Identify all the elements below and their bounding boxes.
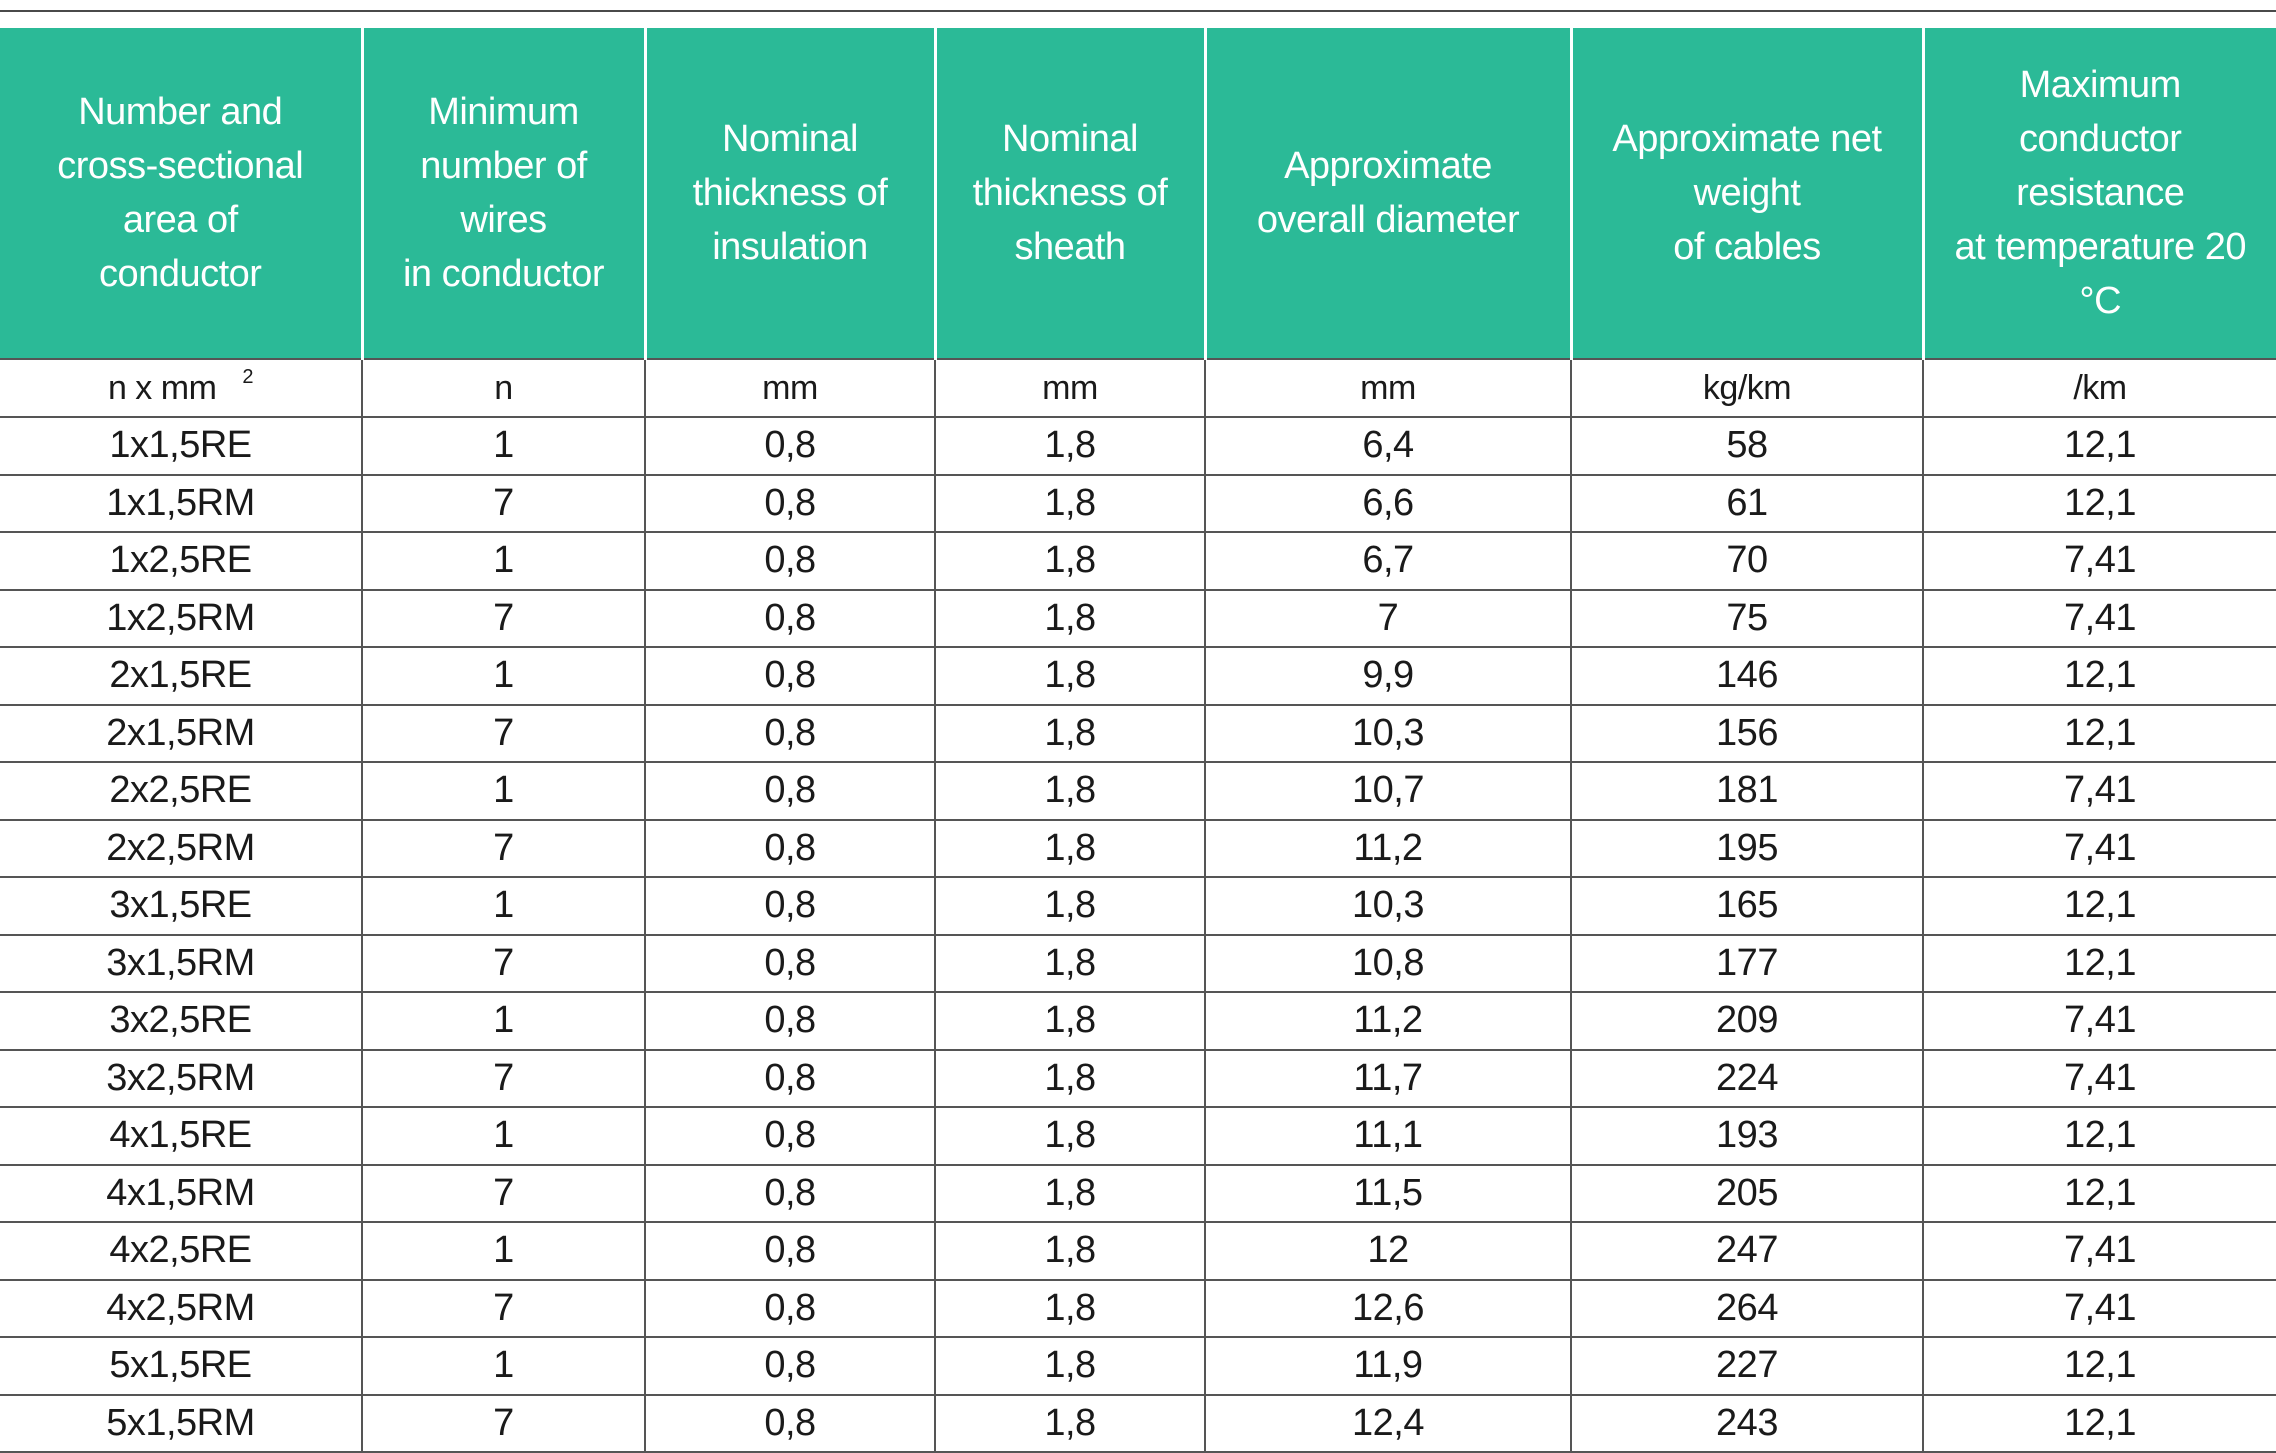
cell-diameter: 12	[1205, 1222, 1571, 1280]
cell-resistance: 7,41	[1923, 992, 2276, 1050]
cell-diameter: 11,2	[1205, 992, 1571, 1050]
cell-insulation: 0,8	[645, 1165, 935, 1223]
cell-resistance: 12,1	[1923, 475, 2276, 533]
cell-min-wires: 7	[362, 1395, 645, 1453]
cell-min-wires: 7	[362, 935, 645, 993]
cell-resistance: 12,1	[1923, 877, 2276, 935]
cell-insulation: 0,8	[645, 762, 935, 820]
cell-sheath: 1,8	[935, 1222, 1205, 1280]
cell-insulation: 0,8	[645, 877, 935, 935]
cell-cross-section: 4x1,5RE	[0, 1107, 362, 1165]
cell-weight: 165	[1571, 877, 1923, 935]
unit-wires: n	[362, 359, 645, 417]
cell-weight: 195	[1571, 820, 1923, 878]
cell-weight: 61	[1571, 475, 1923, 533]
cell-sheath: 1,8	[935, 1050, 1205, 1108]
cell-min-wires: 7	[362, 590, 645, 648]
cell-min-wires: 1	[362, 417, 645, 475]
cell-insulation: 0,8	[645, 1107, 935, 1165]
cell-cross-section: 1x2,5RE	[0, 532, 362, 590]
table-row	[0, 1280, 2276, 1338]
cell-weight: 247	[1571, 1222, 1923, 1280]
header-cross-section: Number and cross-sectional area of conductor	[0, 28, 362, 359]
header-min-wires: Minimum number of wires in conductor	[362, 28, 645, 359]
cell-diameter: 10,8	[1205, 935, 1571, 993]
cell-weight: 75	[1571, 590, 1923, 648]
cell-resistance: 7,41	[1923, 1222, 2276, 1280]
cell-min-wires: 7	[362, 820, 645, 878]
cell-cross-section: 1x1,5RM	[0, 475, 362, 533]
cell-sheath: 1,8	[935, 935, 1205, 993]
cell-cross-section: 3x2,5RE	[0, 992, 362, 1050]
cell-min-wires: 1	[362, 877, 645, 935]
cell-insulation: 0,8	[645, 417, 935, 475]
table-row	[0, 820, 2276, 878]
cell-diameter: 11,5	[1205, 1165, 1571, 1223]
cell-sheath: 1,8	[935, 417, 1205, 475]
unit-weight: kg/km	[1571, 359, 1923, 417]
header-net-weight: Approximate net weight of cables	[1571, 28, 1923, 359]
cell-diameter: 7	[1205, 590, 1571, 648]
cell-diameter: 12,4	[1205, 1395, 1571, 1453]
cell-insulation: 0,8	[645, 705, 935, 763]
unit-insulation: mm	[645, 359, 935, 417]
table-row	[0, 1222, 2276, 1280]
cell-resistance: 7,41	[1923, 1050, 2276, 1108]
cell-insulation: 0,8	[645, 475, 935, 533]
cell-cross-section: 3x1,5RM	[0, 935, 362, 993]
cell-cross-section: 4x2,5RE	[0, 1222, 362, 1280]
cell-resistance: 7,41	[1923, 1280, 2276, 1338]
cell-diameter: 10,3	[1205, 877, 1571, 935]
cell-weight: 181	[1571, 762, 1923, 820]
cell-resistance: 12,1	[1923, 1395, 2276, 1453]
cell-cross-section: 2x2,5RE	[0, 762, 362, 820]
cell-weight: 177	[1571, 935, 1923, 993]
cell-insulation: 0,8	[645, 647, 935, 705]
cell-diameter: 6,7	[1205, 532, 1571, 590]
table-row	[0, 532, 2276, 590]
units-row	[0, 359, 2276, 417]
cell-weight: 193	[1571, 1107, 1923, 1165]
cell-sheath: 1,8	[935, 590, 1205, 648]
cell-cross-section: 2x1,5RE	[0, 647, 362, 705]
cell-weight: 156	[1571, 705, 1923, 763]
table-row	[0, 1107, 2276, 1165]
cell-sheath: 1,8	[935, 1165, 1205, 1223]
cell-diameter: 6,6	[1205, 475, 1571, 533]
cell-cross-section: 2x2,5RM	[0, 820, 362, 878]
cell-insulation: 0,8	[645, 1280, 935, 1338]
cell-sheath: 1,8	[935, 1280, 1205, 1338]
cell-sheath: 1,8	[935, 762, 1205, 820]
cell-sheath: 1,8	[935, 647, 1205, 705]
header-insulation-thickness: Nominal thickness of insulation	[645, 28, 935, 359]
cell-min-wires: 7	[362, 475, 645, 533]
cell-weight: 264	[1571, 1280, 1923, 1338]
cell-resistance: 12,1	[1923, 1337, 2276, 1395]
cell-diameter: 12,6	[1205, 1280, 1571, 1338]
cell-diameter: 10,3	[1205, 705, 1571, 763]
cell-resistance: 7,41	[1923, 590, 2276, 648]
cell-cross-section: 3x1,5RE	[0, 877, 362, 935]
cell-sheath: 1,8	[935, 475, 1205, 533]
cell-resistance: 12,1	[1923, 1165, 2276, 1223]
header-overall-diameter: Approximate overall diameter	[1205, 28, 1571, 359]
cell-weight: 243	[1571, 1395, 1923, 1453]
header-max-resistance: Maximum conductor resistance at temperature 20 °C	[1923, 28, 2276, 359]
cell-sheath: 1,8	[935, 992, 1205, 1050]
cell-insulation: 0,8	[645, 935, 935, 993]
cell-diameter: 6,4	[1205, 417, 1571, 475]
table-row	[0, 417, 2276, 475]
cell-insulation: 0,8	[645, 820, 935, 878]
cell-insulation: 0,8	[645, 992, 935, 1050]
cell-insulation: 0,8	[645, 1050, 935, 1108]
cell-cross-section: 1x1,5RE	[0, 417, 362, 475]
cell-resistance: 7,41	[1923, 820, 2276, 878]
cell-min-wires: 1	[362, 647, 645, 705]
cell-weight: 146	[1571, 647, 1923, 705]
cell-weight: 70	[1571, 532, 1923, 590]
cell-min-wires: 1	[362, 1107, 645, 1165]
cell-insulation: 0,8	[645, 1395, 935, 1453]
cell-min-wires: 1	[362, 1222, 645, 1280]
cell-insulation: 0,8	[645, 532, 935, 590]
table-row	[0, 1395, 2276, 1453]
cell-resistance: 12,1	[1923, 1107, 2276, 1165]
unit-superscript: 2	[242, 365, 254, 388]
table-row	[0, 762, 2276, 820]
cell-weight: 224	[1571, 1050, 1923, 1108]
cell-cross-section: 2x1,5RM	[0, 705, 362, 763]
cell-min-wires: 7	[362, 705, 645, 763]
cell-sheath: 1,8	[935, 820, 1205, 878]
cell-min-wires: 1	[362, 762, 645, 820]
cell-cross-section: 5x1,5RE	[0, 1337, 362, 1395]
cell-diameter: 11,7	[1205, 1050, 1571, 1108]
table-row	[0, 1165, 2276, 1223]
unit-diameter: mm	[1205, 359, 1571, 417]
cell-sheath: 1,8	[935, 1107, 1205, 1165]
table-row	[0, 647, 2276, 705]
cell-resistance: 12,1	[1923, 647, 2276, 705]
cell-diameter: 11,1	[1205, 1107, 1571, 1165]
table-row	[0, 1050, 2276, 1108]
cell-cross-section: 3x2,5RM	[0, 1050, 362, 1108]
cell-sheath: 1,8	[935, 1337, 1205, 1395]
cell-resistance: 12,1	[1923, 935, 2276, 993]
cell-cross-section: 4x1,5RM	[0, 1165, 362, 1223]
table-row	[0, 590, 2276, 648]
cell-diameter: 10,7	[1205, 762, 1571, 820]
cell-sheath: 1,8	[935, 877, 1205, 935]
top-divider	[0, 10, 2276, 12]
cell-min-wires: 1	[362, 992, 645, 1050]
table-row	[0, 935, 2276, 993]
header-row	[0, 28, 2276, 359]
cell-insulation: 0,8	[645, 590, 935, 648]
table-row	[0, 475, 2276, 533]
cell-resistance: 7,41	[1923, 762, 2276, 820]
cell-weight: 209	[1571, 992, 1923, 1050]
cell-min-wires: 1	[362, 1337, 645, 1395]
table-row	[0, 877, 2276, 935]
cable-spec-table	[0, 28, 2276, 1453]
header-sheath-thickness: Nominal thickness of sheath	[935, 28, 1205, 359]
cell-diameter: 9,9	[1205, 647, 1571, 705]
table-row	[0, 992, 2276, 1050]
cell-resistance: 7,41	[1923, 532, 2276, 590]
cell-min-wires: 1	[362, 532, 645, 590]
cell-resistance: 12,1	[1923, 705, 2276, 763]
cell-diameter: 11,2	[1205, 820, 1571, 878]
cell-min-wires: 7	[362, 1280, 645, 1338]
unit-cross-section: n x mm $^2$	[0, 359, 362, 417]
cell-min-wires: 7	[362, 1165, 645, 1223]
cell-insulation: 0,8	[645, 1337, 935, 1395]
cell-cross-section: 5x1,5RM	[0, 1395, 362, 1453]
cell-weight: 58	[1571, 417, 1923, 475]
table-row	[0, 705, 2276, 763]
cell-min-wires: 7	[362, 1050, 645, 1108]
cell-diameter: 11,9	[1205, 1337, 1571, 1395]
cell-sheath: 1,8	[935, 1395, 1205, 1453]
cell-sheath: 1,8	[935, 705, 1205, 763]
cell-cross-section: 4x2,5RM	[0, 1280, 362, 1338]
cell-insulation: 0,8	[645, 1222, 935, 1280]
cell-weight: 227	[1571, 1337, 1923, 1395]
cell-sheath: 1,8	[935, 532, 1205, 590]
cell-cross-section: 1x2,5RM	[0, 590, 362, 648]
unit-resistance: /km	[1923, 359, 2276, 417]
table-row	[0, 1337, 2276, 1395]
unit-sheath: mm	[935, 359, 1205, 417]
cell-resistance: 12,1	[1923, 417, 2276, 475]
cell-weight: 205	[1571, 1165, 1923, 1223]
